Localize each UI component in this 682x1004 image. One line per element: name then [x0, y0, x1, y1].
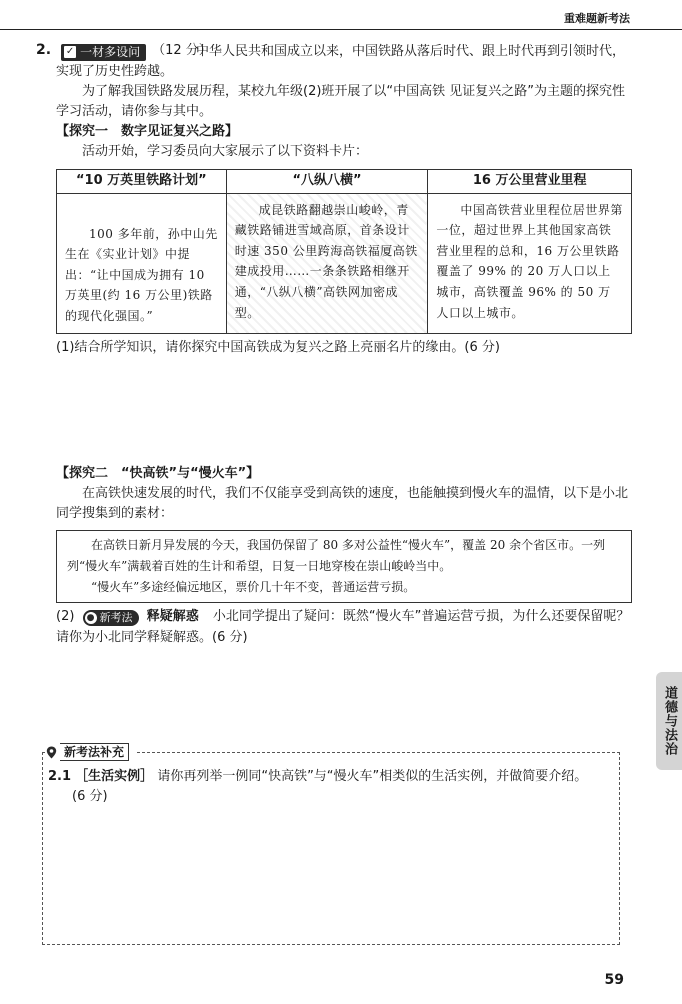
sub-question-1: (1)结合所学知识，请你探究中国高铁成为复兴之路上亮丽名片的缘由。(6 分)	[56, 339, 500, 355]
new-method-tag-label: 新考法	[99, 611, 133, 625]
supplement-question-line	[48, 767, 618, 787]
question-score: （12 分）	[152, 43, 212, 58]
supplement-text: 请你再列举一例同“快高铁”与“慢火车”相类似的生活实例，并做简要介绍。	[157, 769, 588, 784]
question-intro: 中华人民共和国成立以来，中国铁路从落后时代、跟上时代再到引领时代，实现了历史性跨越。	[56, 43, 626, 79]
supplement-label-text: 新考法补充	[60, 743, 129, 761]
supplement-score: (6 分)	[72, 789, 108, 805]
card-header: “八纵八横”	[226, 169, 428, 193]
explore-2	[36, 464, 634, 648]
supplement-label	[46, 743, 135, 761]
info-cards-table	[56, 169, 632, 334]
sub-question-2-label: 释疑解惑	[146, 609, 199, 625]
subject-side-tab: 道德与法治	[656, 672, 682, 770]
page-header	[0, 0, 682, 30]
material-box	[56, 530, 632, 603]
card-body	[428, 193, 632, 333]
question-tag	[61, 44, 146, 61]
sub-question-2-text: 小北同学提出了疑问：既然“慢火车”普遍运营亏损，为什么还要保留呢？请你为小北同学释疑解惑。(6 分)	[56, 609, 630, 645]
question-number: 2.	[36, 42, 52, 58]
location-pin-icon: ●	[85, 612, 97, 624]
card-text: 成昆铁路翻越崇山峻岭，青藏铁路铺进雪域高原，首条设计时速 350 公里跨海高铁福厦高铁建成投用……一条条铁路相继开通，“八纵八横”高铁网加密成型。	[234, 202, 418, 320]
material-paragraph: 在高铁日新月异发展的今天，我国仍保留了 80 多对公益性“慢火车”，覆盖 20 余个省区市。一列列“慢火车”满载着百姓的生计和希望，日复一日地穿梭在崇山峻岭当中。	[67, 538, 606, 574]
sub-question-2-number: (2)	[56, 609, 75, 625]
page-number: 59	[604, 972, 624, 989]
explore1-intro: 活动开始，学习委员向大家展示了以下资料卡片：	[82, 144, 369, 160]
supplement-tag: ［生活实例］	[75, 769, 154, 784]
supplement-number: 2.1	[48, 769, 72, 784]
question-tag-label: 一材多设问	[80, 44, 141, 59]
supplement-question	[48, 767, 618, 807]
card-text: 100 多年前，孙中山先生在《实业计划》中提出：“让中国成为拥有 10 万英里(约 16 万公里)铁路的现代化强国。”	[65, 226, 218, 324]
question-2	[36, 40, 634, 358]
explore2-intro: 在高铁快速发展的时代，我们不仅能享受到高铁的速度，也能触摸到慢火车的温情，以下是小北同学搜集到的素材：	[56, 486, 629, 522]
explore1-title: 【探究一 数字见证复兴之路】	[56, 124, 239, 140]
check-icon: ✓	[65, 46, 75, 57]
card-body	[226, 193, 428, 333]
explore2-title: 【探究二 “快高铁”与“慢火车”】	[56, 466, 260, 481]
card-header: 16 万公里营业里程	[428, 169, 632, 193]
activity-intro: 为了解我国铁路发展历程，某校九年级(2)班开展了以“中国高铁 见证复兴之路”为主题的探究性学习活动，请你参与其中。	[56, 83, 626, 120]
header-title: 重难题新考法	[564, 12, 630, 25]
card-text: 中国高铁营业里程位居世界第一位，超过世界上其他国家高铁营业里程的总和，16 万公里铁路覆盖了 99% 的 20 万人口以上城市，高铁覆盖 96% 的 50 万人口以上城市。	[436, 202, 623, 320]
card-header: “10 万英里铁路计划”	[57, 169, 227, 193]
location-pin-icon	[46, 746, 57, 759]
material-paragraph: “慢火车”多途经偏远地区，票价几十年不变，普通运营亏损。	[91, 580, 416, 595]
sub-question-2	[56, 607, 634, 647]
card-body	[57, 193, 227, 333]
new-method-tag	[83, 610, 139, 626]
